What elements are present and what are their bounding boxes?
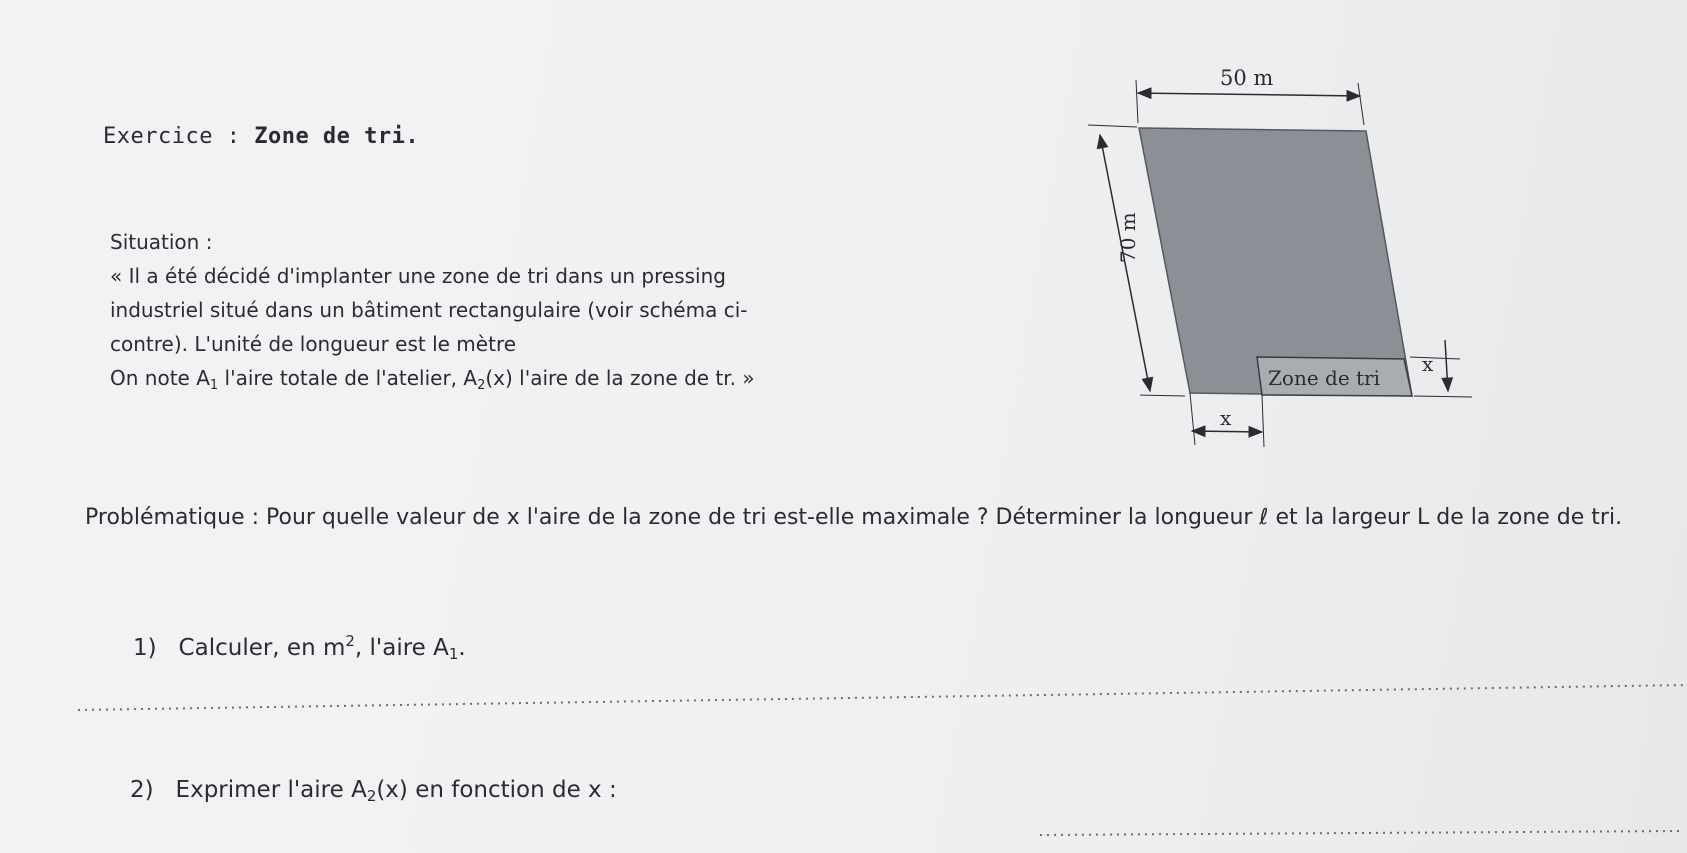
width-label: 50 m: [1220, 66, 1274, 90]
answer-line-1: [78, 680, 1687, 720]
situation-line-4: [110, 361, 755, 403]
situation-line-3: contre). L'unité de longueur est le mètre: [110, 332, 517, 356]
question-2-end: (x) en fonction de x :: [376, 777, 617, 803]
sub-a2: 2: [477, 378, 486, 393]
building-diagram: [1040, 55, 1500, 465]
situation-block: [110, 225, 755, 403]
width-ext-right: [1358, 83, 1364, 125]
exercise-prefix: Exercice :: [103, 124, 255, 149]
exercise-title: [103, 124, 419, 149]
x-ext-right: [1262, 395, 1264, 447]
situation-line-4b: l'aire totale de l'atelier, A: [218, 366, 478, 390]
question-1-number: 1): [133, 635, 157, 661]
sup-m2: 2: [345, 632, 355, 650]
question-2: [130, 777, 617, 805]
height-label: 70 m: [1116, 212, 1140, 263]
question-1-text: Calculer, en m: [178, 635, 346, 661]
question-1-end: .: [458, 635, 466, 661]
question-1: [133, 632, 466, 663]
answer-line-2: [1040, 820, 1680, 840]
x-label-side: x: [1422, 352, 1434, 376]
x-dim-line: [1192, 431, 1262, 432]
question-2-text: Exprimer l'aire A: [175, 777, 367, 803]
sub-q1: 1: [448, 645, 459, 663]
situation-heading: Situation :: [110, 230, 213, 254]
situation-line-4c: (x) l'aire de la zone de tr. »: [485, 366, 755, 390]
width-ext-left: [1136, 80, 1138, 123]
x-side-dim-line: [1445, 340, 1448, 391]
x-label-bottom: x: [1220, 406, 1232, 430]
side-ext-top: [1410, 357, 1460, 359]
situation-line-2: industriel situé dans un bâtiment rectangulaire (voir schéma ci-: [110, 298, 748, 322]
side-ext-bottom: [1414, 396, 1472, 397]
building-rectangle: [1139, 128, 1412, 396]
height-ext-bottom: [1140, 395, 1185, 396]
situation-line-4a: On note A: [110, 366, 210, 390]
situation-line-1: « Il a été décidé d'implanter une zone de tri dans un pressing: [110, 264, 726, 288]
x-ext-left: [1190, 393, 1195, 445]
sub-q2: 2: [366, 787, 377, 805]
question-1-rest: , l'aire A: [354, 635, 449, 661]
width-dim-line: [1138, 93, 1360, 96]
zone-label: Zone de tri: [1268, 366, 1381, 390]
exercise-name: Zone de tri.: [254, 124, 420, 149]
height-ext-top: [1088, 125, 1137, 127]
problem-statement: Problématique : Pour quelle valeur de x l'aire de la zone de tri est-elle maximale ? Déterminer la longueur ℓ et la largeur L de la zone de tri.: [85, 505, 1623, 530]
question-2-number: 2): [130, 777, 154, 803]
sub-a1: 1: [209, 378, 219, 393]
